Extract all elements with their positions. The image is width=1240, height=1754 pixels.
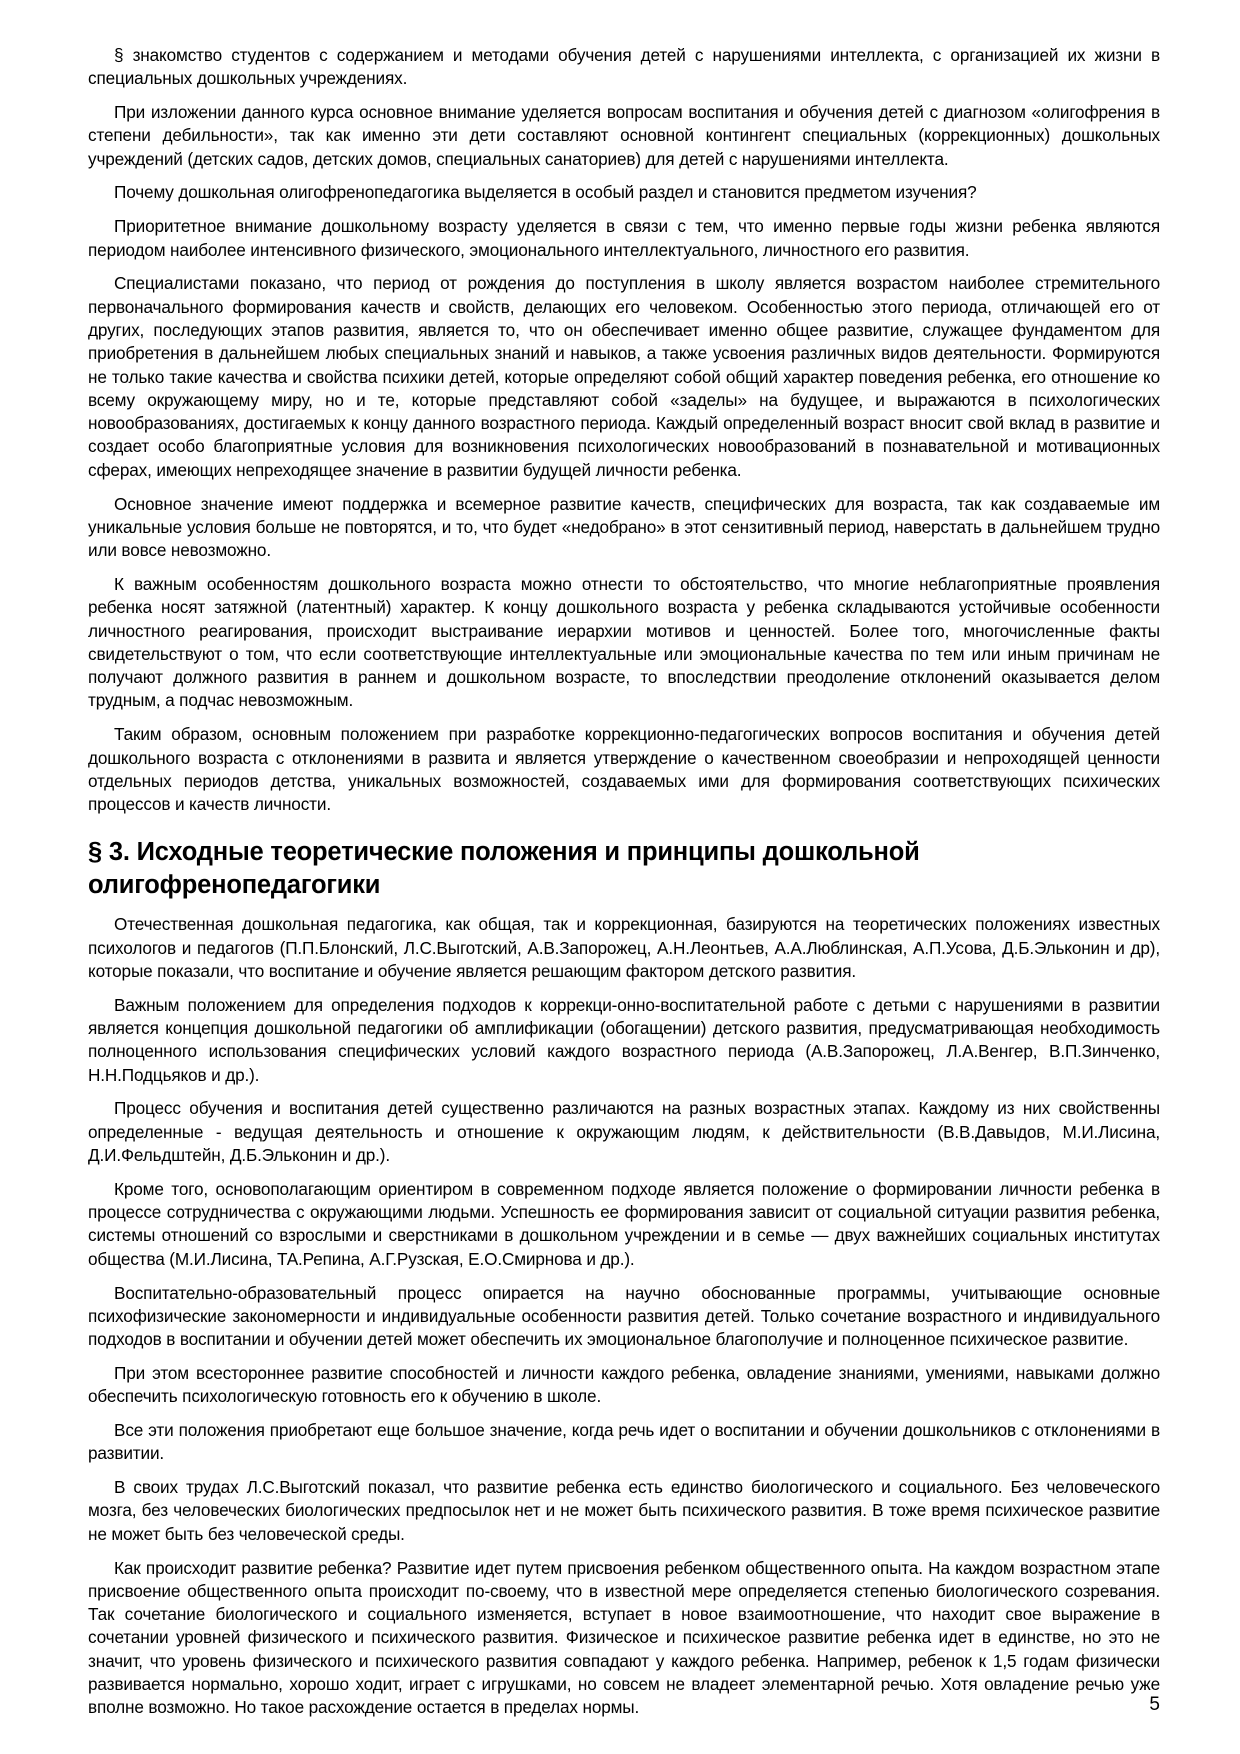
paragraph-learning-process: Процесс обучения и воспитания детей существенно различаются на разных возрастных этапах. Каждому из них свойственны определенные - ведущая деятельность и отношение к окружающим людям, к действительности (В.В.Давыдов, М.И.Лисина, Д.И.Фельдштейн, Д.Б.Эльконин и др.).: [88, 1098, 1160, 1166]
paragraph-priority-attention: Приоритетное внимание дошкольному возрасту уделяется в связи с тем, что именно первые годы жизни ребенка являются периодом наиболее интенсивного физического, эмоционального интеллектуального, личностного его развития.: [88, 216, 1160, 260]
paragraph-vygotsky: В своих трудах Л.С.Выготский показал, что развитие ребенка есть единство биологического и социального. Без человеческого мозга, без человеческих биологических предпосылок нет и не может быть психического развития. В тоже время психическое развитие не может быть без человеческой среды.: [88, 1477, 1160, 1544]
paragraph-comprehensive-development: При этом всестороннее развитие способностей и личности каждого ребенка, овладение знаниями, умениями, навыками должно обеспечить психологическую готовность его к обучению в школе.: [88, 1362, 1160, 1407]
paragraph-bullet-intro: § знакомство студентов с содержанием и методами обучения детей с нарушениями интеллекта, с организацией их жизни в специальных дошкольных учреждениях.: [88, 45, 1160, 89]
paragraph-conclusion: Таким образом, основным положением при разработке коррекционно-педагогических вопросов воспитания и обучения детей дошкольного возраста с отклонениями в развита и является утверждение о качественном своеобразии и непроходящей ценности отдельных периодов детства, уникальных возможностей, создаваемых ими для формирования соответствующих психических процессов и качеств личности.: [88, 724, 1160, 815]
paragraph-important-features: К важным особенностям дошкольного возраста можно отнести то обстоятельство, что многие неблагоприятные проявления ребенка носят затяжной (латентный) характер. К концу дошкольного возраста у ребенка складываются устойчивые особенности личностного реагирования, происходит выстраивание иерархии мотивов и ценностей. Более того, многочисленные факты свидетельствуют о том, что если соответствующие интеллектуальные или эмоциональные качества по тем или иным причинам не получают должного развития в раннем и дошкольном возрасте, то впоследствии преодоление отклонений оказывается делом трудным, а подчас невозможным.: [88, 573, 1160, 711]
paragraph-main-significance: Основное значение имеют поддержка и всемерное развитие качеств, специфических для возраста, так как создаваемые им уникальные условия больше не повторятся, и то, что будет «недобрано» в этот сензитивный период, наверстать в дальнейшем трудно или вовсе невозможно.: [88, 493, 1160, 561]
paragraph-course-focus: При изложении данного курса основное внимание уделяется вопросам воспитания и обучения детей с диагнозом «олигофрения в степени дебильности», так как именно эти дети составляют основной контингент специальных (коррекционных) дошкольных учреждений (детских садов, детских домов, специальных санаториев) для детей с нарушениями интеллекта.: [88, 102, 1160, 169]
paragraph-specialists-shown: Специалистами показано, что период от рождения до поступления в школу является возрастом наиболее стремительного первоначального формирования качеств и свойств, делающих его человеком. Особенностью этого периода, отличающей его от других, последующих этапов развития, является то, что он обеспечивает именно общее развитие, служащее фундаментом для приобретения в дальнейшем любых специальных знаний и навыков, а также усвоения различных видов деятельности. Формируются не только такие качества и свойства психики детей, которые определяют собой общий характер поведения ребенка, его отношение ко всему окружающему миру, но и те, которые представляют собой «заделы» на будущее, и выражаются в психологических новообразованиях, достигаемых к концу данного возрастного периода. Каждый определенный возраст вносит свой вклад в развитие и создает особо благоприятные условия для возникновения психологических новообразований в познавательной и мотивационных сферах, имеющих непреходящее значение в развитии будущей личности ребенка.: [88, 273, 1160, 480]
paragraph-question: Почему дошкольная олигофренопедагогика выделяется в особый раздел и становится предметом изучения?: [114, 182, 977, 203]
paragraph-amplification-concept: Важным положением для определения подходов к коррекци-онно-воспитательной работе с детьми с нарушениями в развитии является концепция дошкольной педагогики об амплификации (обогащении) детского развития, предусматривающая необходимость полноценного использования специфических условий каждого возрастного периода (А.В.Запорожец, Л.А.Венгер, В.П.Зинченко, Н.Н.Подцьяков и др.).: [88, 994, 1160, 1085]
paragraph-child-development: Как происходит развитие ребенка? Развитие идет путем присвоения ребенком общественного опыта. На каждом возрастном этапе присвоение общественного опыта происходит по-своему, что в известной мере определяется степенью биологического созревания. Так сочетание биологического и социального изменяется, вступает в новое взаимоотношение, что находит свое выражение в сочетании уровней физического и психического развития. Физическое и психическое развитие ребенка идет в единстве, но это не значит, что уровень физического и психического развития совпадают у каждого ребенка. Например, ребенок к 1,5 годам физически развивается нормально, хорошо ходит, играет с игрушками, но совсем не владеет элементарной речью. Хотя овладение речью уже вполне возможно. Но такое расхождение остается в пределах нормы.: [88, 1557, 1160, 1718]
paragraph-personality-formation: Кроме того, основополагающим ориентиром в современном подходе является положение о формировании личности ребенка в процессе сотрудничества с окружающими людьми. Успешность ее формирования зависит от социальной ситуации развития ребенка, системы отношений со взрослыми и сверстниками в дошкольном учреждении и в семье — двух важнейших социальных институтах общества (М.И.Лисина, ТА.Репина, А.Г.Рузская, Е.О.Смирнова и др.).: [88, 1178, 1160, 1269]
paragraph-educational-process: Воспитательно-образовательный процесс опирается на научно обоснованные программы, учитывающие основные психофизические закономерности и индивидуальные особенности развития детей. Только сочетание возрастного и индивидуального подходов в воспитании и обучении детей может обеспечить их эмоциональное благополучие и полноценное психическое развитие.: [88, 1282, 1160, 1350]
paragraph-all-provisions: Все эти положения приобретают еще большое значение, когда речь идет о воспитании и обучении дошкольников с отклонениями в развитии.: [88, 1420, 1160, 1464]
paragraph-domestic-pedagogy: Отечественная дошкольная педагогика, как общая, так и коррекционная, базируются на теоретических положениях известных психологов и педагогов (П.П.Блонский, Л.С.Выготский, А.В.Запорожец, А.Н.Леонтьев, А.А.Люблинская, А.П.Усова, Д.Б.Эльконин и др), которые показали, что воспитание и обучение является решающим фактором детского развития.: [88, 914, 1160, 981]
section-heading: § 3. Исходные теоретические положения и принципы дошкольной олигофренопедагогики: [88, 838, 920, 900]
document-body: [88, 44, 1160, 1720]
page-number: 5: [1149, 1694, 1160, 1715]
